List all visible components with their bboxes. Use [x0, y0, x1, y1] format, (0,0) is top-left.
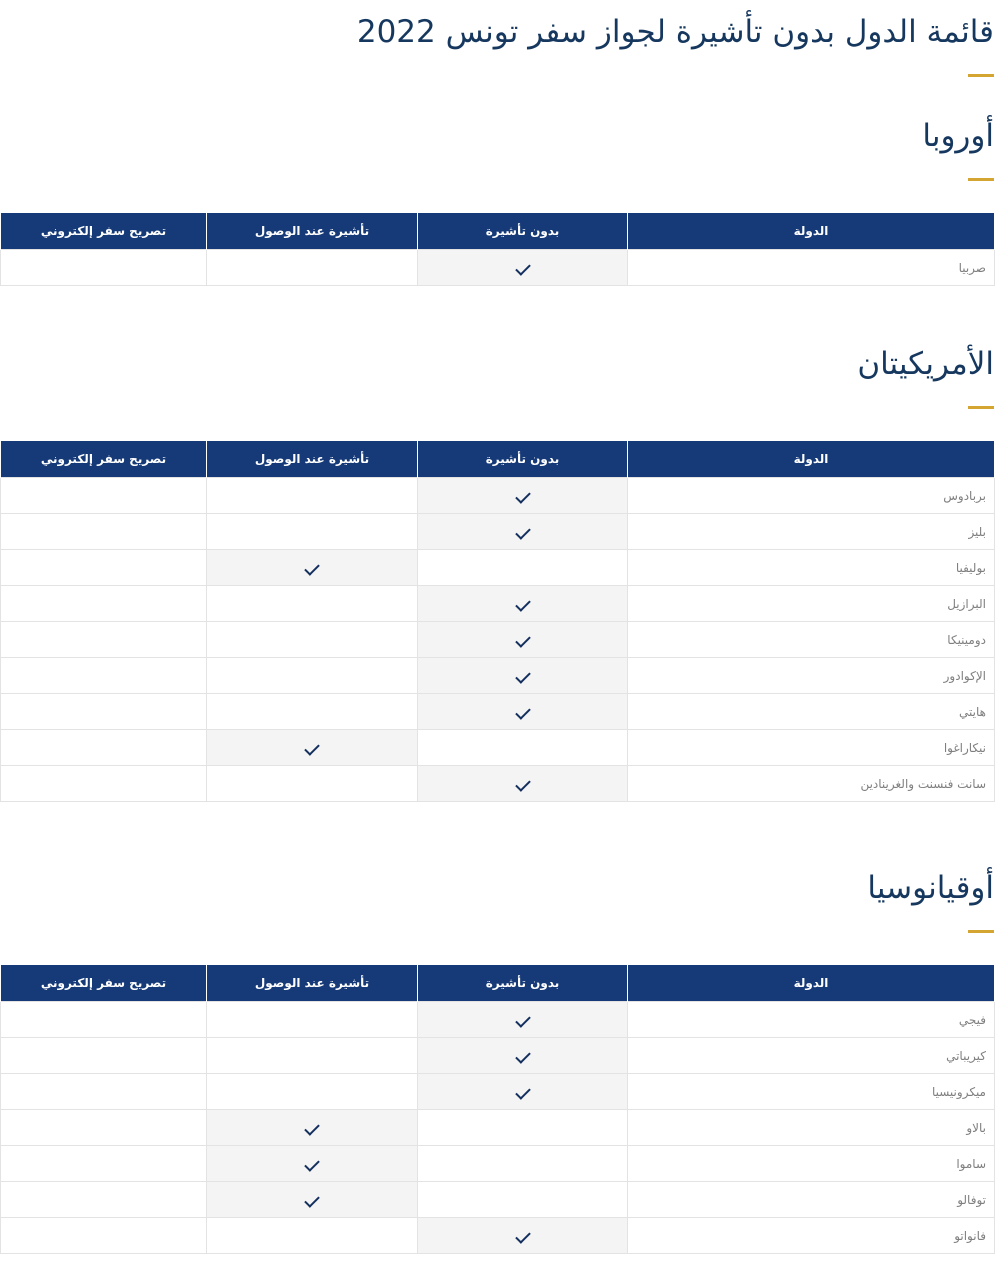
checkmark-icon [515, 596, 531, 612]
visa-on-arrival-cell [207, 658, 418, 694]
header-e-travel: تصريح سفر إلكتروني [1, 441, 207, 478]
title-underline [968, 74, 994, 77]
visa-free-cell [418, 1218, 628, 1254]
header-visa-on-arrival: تأشيرة عند الوصول [207, 965, 418, 1002]
section-underline [968, 406, 994, 409]
table-row [1, 766, 995, 802]
visa-on-arrival-cell [207, 550, 418, 586]
checkmark-icon [304, 740, 320, 756]
table-row [1, 622, 995, 658]
visa-on-arrival-cell [207, 1074, 418, 1110]
e-travel-cell [1, 250, 207, 286]
visa-free-cell [418, 1074, 628, 1110]
table-row [1, 1110, 995, 1146]
e-travel-cell [1, 658, 207, 694]
checkmark-icon [304, 1156, 320, 1172]
country-name: فانواتو [628, 1218, 995, 1254]
e-travel-cell [1, 1218, 207, 1254]
visa-free-cell [418, 694, 628, 730]
e-travel-cell [1, 1110, 207, 1146]
table-row [1, 730, 995, 766]
checkmark-icon [515, 1084, 531, 1100]
table-row [1, 514, 995, 550]
e-travel-cell [1, 478, 207, 514]
visa-free-cell [418, 586, 628, 622]
country-name: دومينيكا [628, 622, 995, 658]
visa-free-cell [418, 766, 628, 802]
visa-free-cell [418, 730, 628, 766]
visa-free-cell [418, 1110, 628, 1146]
checkmark-icon [515, 1048, 531, 1064]
e-travel-cell [1, 622, 207, 658]
visa-table [0, 441, 995, 802]
checkmark-icon [304, 560, 320, 576]
header-visa-free: بدون تأشيرة [418, 965, 628, 1002]
country-name: توفالو [628, 1182, 995, 1218]
visa-on-arrival-cell [207, 586, 418, 622]
checkmark-icon [515, 1228, 531, 1244]
country-name: بليز [628, 514, 995, 550]
section-underline [968, 930, 994, 933]
country-name: الإكوادور [628, 658, 995, 694]
country-name: كيريباتي [628, 1038, 995, 1074]
checkmark-icon [515, 668, 531, 684]
table-row [1, 1074, 995, 1110]
section-heading: أوقيانوسيا [867, 870, 994, 906]
section-heading: الأمريكيتان [857, 346, 994, 382]
table-row [1, 550, 995, 586]
country-name: ساموا [628, 1146, 995, 1182]
country-name: بالاو [628, 1110, 995, 1146]
visa-on-arrival-cell [207, 1038, 418, 1074]
table-header-row [1, 441, 995, 478]
checkmark-icon [515, 632, 531, 648]
table-row [1, 1038, 995, 1074]
country-name: فيجي [628, 1002, 995, 1038]
header-e-travel: تصريح سفر إلكتروني [1, 213, 207, 250]
visa-free-cell [418, 1002, 628, 1038]
e-travel-cell [1, 1074, 207, 1110]
e-travel-cell [1, 694, 207, 730]
e-travel-cell [1, 1038, 207, 1074]
header-visa-free: بدون تأشيرة [418, 441, 628, 478]
header-country: الدولة [628, 965, 995, 1002]
table-row [1, 1002, 995, 1038]
country-name: هايتي [628, 694, 995, 730]
checkmark-icon [304, 1192, 320, 1208]
visa-free-cell [418, 550, 628, 586]
visa-free-cell [418, 250, 628, 286]
header-e-travel: تصريح سفر إلكتروني [1, 965, 207, 1002]
page-title: قائمة الدول بدون تأشيرة لجواز سفر تونس 2022 [356, 14, 994, 50]
checkmark-icon [515, 1012, 531, 1028]
country-name: ميكرونيسيا [628, 1074, 995, 1110]
visa-free-cell [418, 478, 628, 514]
visa-free-cell [418, 658, 628, 694]
visa-on-arrival-cell [207, 1002, 418, 1038]
e-travel-cell [1, 766, 207, 802]
country-name: سانت فنسنت والغرينادين [628, 766, 995, 802]
visa-free-cell [418, 1146, 628, 1182]
table-row [1, 478, 995, 514]
table-row [1, 658, 995, 694]
visa-on-arrival-cell [207, 622, 418, 658]
visa-on-arrival-cell [207, 250, 418, 286]
e-travel-cell [1, 550, 207, 586]
e-travel-cell [1, 730, 207, 766]
table-header-row [1, 965, 995, 1002]
checkmark-icon [515, 488, 531, 504]
header-country: الدولة [628, 213, 995, 250]
visa-on-arrival-cell [207, 1146, 418, 1182]
header-visa-on-arrival: تأشيرة عند الوصول [207, 213, 418, 250]
country-name: بربادوس [628, 478, 995, 514]
table-row [1, 250, 995, 286]
table-row [1, 586, 995, 622]
table-header-row [1, 213, 995, 250]
table-row [1, 694, 995, 730]
table-row [1, 1182, 995, 1218]
checkmark-icon [515, 704, 531, 720]
header-country: الدولة [628, 441, 995, 478]
e-travel-cell [1, 1002, 207, 1038]
table-row [1, 1218, 995, 1254]
visa-free-cell [418, 622, 628, 658]
visa-on-arrival-cell [207, 766, 418, 802]
visa-on-arrival-cell [207, 1110, 418, 1146]
country-name: البرازيل [628, 586, 995, 622]
e-travel-cell [1, 1182, 207, 1218]
section-underline [968, 178, 994, 181]
visa-on-arrival-cell [207, 730, 418, 766]
visa-on-arrival-cell [207, 514, 418, 550]
checkmark-icon [515, 524, 531, 540]
visa-free-cell [418, 1182, 628, 1218]
visa-on-arrival-cell [207, 478, 418, 514]
e-travel-cell [1, 586, 207, 622]
visa-free-cell [418, 514, 628, 550]
visa-on-arrival-cell [207, 694, 418, 730]
visa-table [0, 965, 995, 1254]
checkmark-icon [515, 776, 531, 792]
visa-on-arrival-cell [207, 1182, 418, 1218]
visa-on-arrival-cell [207, 1218, 418, 1254]
visa-free-cell [418, 1038, 628, 1074]
visa-table [0, 213, 995, 286]
header-visa-free: بدون تأشيرة [418, 213, 628, 250]
country-name: نيكاراغوا [628, 730, 995, 766]
checkmark-icon [304, 1120, 320, 1136]
country-name: صربيا [628, 250, 995, 286]
country-name: بوليفيا [628, 550, 995, 586]
e-travel-cell [1, 514, 207, 550]
e-travel-cell [1, 1146, 207, 1182]
header-visa-on-arrival: تأشيرة عند الوصول [207, 441, 418, 478]
checkmark-icon [515, 260, 531, 276]
section-heading: أوروبا [922, 118, 994, 154]
table-row [1, 1146, 995, 1182]
